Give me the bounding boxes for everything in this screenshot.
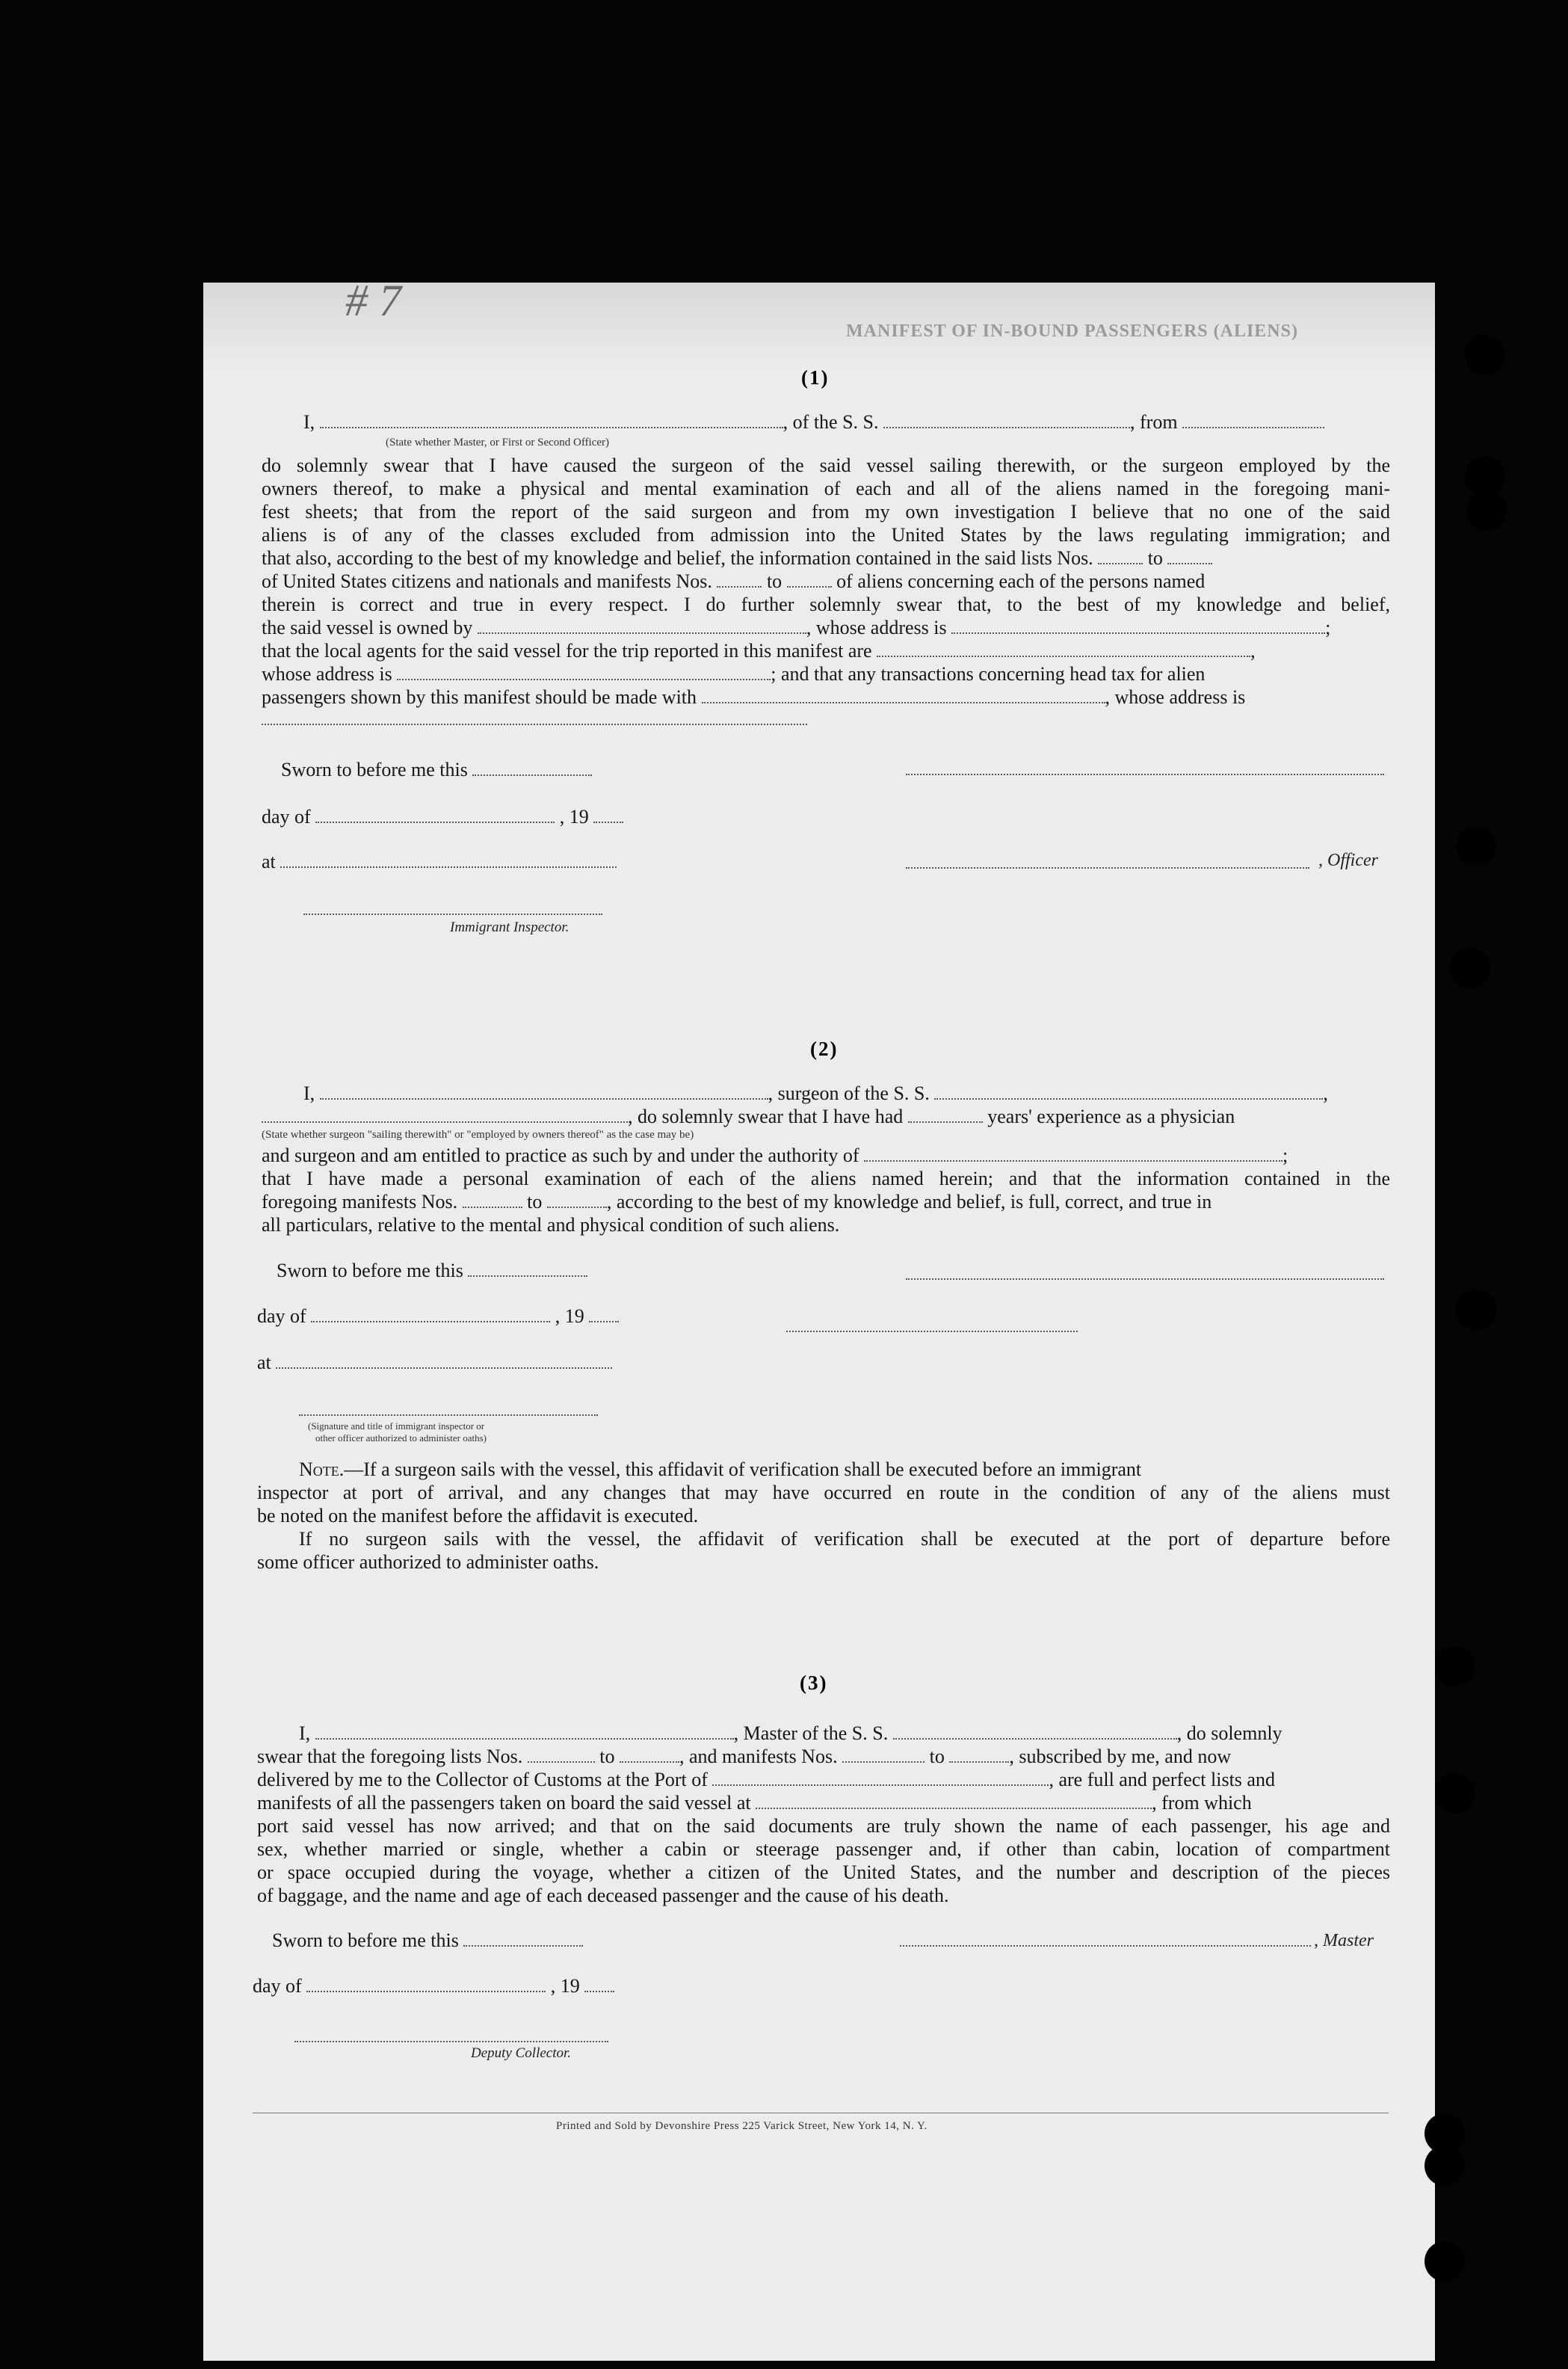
section-1-day-of: day of , 19: [262, 806, 623, 828]
section-1-day-of-field[interactable]: [315, 807, 555, 823]
section-3-line-3: delivered by me to the Collector of Customs at the Port of , are full and perfect lists and: [257, 1769, 1275, 1790]
section-1-opening: [303, 411, 1324, 434]
section-2-manifests-from-field[interactable]: [463, 1192, 522, 1208]
note-2-line-1: If no surgeon sails with the vessel, the affidavit of verification shall be executed at the port of departure before: [299, 1528, 1390, 1550]
deputy-collector-signature-field[interactable]: [294, 2039, 608, 2042]
officer-note: (State whether Master, or First or Second Officer): [386, 437, 610, 449]
section-2-year-field[interactable]: [589, 1306, 619, 1322]
deputy-collector-label: Deputy Collector.: [471, 2045, 572, 2061]
section-1-line-8: the said vessel is owned by , whose address is ;: [262, 617, 1331, 638]
officer-name-field[interactable]: [320, 412, 783, 428]
section-3-line-2: swear that the foregoing lists Nos. to , and manifests Nos. to , subscribed by me, and now: [257, 1746, 1232, 1767]
master-signature-field[interactable]: [900, 1944, 1311, 1947]
years-experience-field[interactable]: [908, 1106, 983, 1123]
section-3-day-of-field[interactable]: [306, 1976, 546, 1992]
section-1-line-2: owners thereof, to make a physical and mental examination of each and all of the aliens named in the foregoing mani-: [262, 478, 1390, 499]
section-1-line-10: whose address is ; and that any transactions concerning head tax for alien: [262, 663, 1206, 685]
surgeon-name-field[interactable]: [320, 1083, 768, 1100]
section-1-at: at: [262, 851, 617, 873]
section-2-number: (2): [810, 1038, 839, 1060]
binder-hole: [1435, 1646, 1475, 1686]
surgeon-signature-field[interactable]: [906, 1277, 1384, 1280]
section-2-manifests-to-field[interactable]: [547, 1192, 607, 1208]
section-1-number: (1): [801, 366, 830, 389]
section-3-line-4: manifests of all the passengers taken on board the said vessel at , from which: [257, 1792, 1252, 1814]
vessel-name-field[interactable]: [883, 412, 1130, 428]
section-2-opening: I, , surgeon of the S. S. ,: [303, 1082, 1328, 1104]
section-3-manifests-from-field[interactable]: [842, 1746, 925, 1763]
note-line-1: Note.—If a surgeon sails with the vessel, this affidavit of verification shall be executed before an immigrant: [299, 1458, 1142, 1480]
master-label: , Master: [1314, 1931, 1374, 1950]
section-3-lists-to-field[interactable]: [620, 1746, 679, 1763]
section-1-sworn: Sworn to before me this: [281, 759, 592, 781]
section-2-day-of: day of , 19: [257, 1305, 619, 1328]
port-of-customs-field[interactable]: [712, 1769, 1049, 1786]
section-1-line-11: passengers shown by this manifest should be made with , whose address is: [262, 686, 1246, 708]
section-3-number: (3): [800, 1672, 828, 1694]
manifests-to-field[interactable]: [787, 571, 832, 588]
head-tax-address-field[interactable]: [262, 722, 807, 725]
section-1-line-4: aliens is of any of the classes excluded from admission into the United States by the laws regulating immigration; and: [262, 524, 1390, 546]
sig-note-1: (Signature and title of immigrant inspector or: [308, 1420, 485, 1432]
section-1-line-1: do solemnly swear that I have caused the surgeon of the said vessel sailing therewith, or the surgeon employed by the: [262, 455, 1390, 476]
section-1-officer-line[interactable]: [906, 866, 1309, 869]
section-3-line-7: or space occupied during the voyage, whether a citizen of the United States, and the number and description of the pieces: [257, 1861, 1390, 1883]
binder-hole: [1435, 1773, 1475, 1814]
note-label: Note.: [299, 1458, 345, 1480]
section-2-sworn: Sworn to before me this: [277, 1260, 587, 1282]
master-name-field[interactable]: [315, 1723, 734, 1740]
from-label: , from: [1130, 411, 1178, 433]
note-2-line-2: some officer authorized to administer oaths.: [257, 1551, 599, 1573]
section-3-lists-from-field[interactable]: [528, 1746, 595, 1763]
section-3-day-of: day of , 19: [253, 1975, 614, 1997]
binder-hole: [1465, 335, 1505, 375]
section-1-sworn-date-field[interactable]: [472, 760, 592, 776]
lists-to-field[interactable]: [1167, 548, 1212, 564]
agent-address-field[interactable]: [397, 664, 771, 680]
section-3-vessel-field[interactable]: [893, 1723, 1177, 1740]
section-2-extra-signature-field[interactable]: [786, 1329, 1078, 1332]
section-2-line-5: foregoing manifests Nos. to , according to the best of my knowledge and belief, is full, correct, and true in: [262, 1191, 1212, 1213]
authority-field[interactable]: [864, 1145, 1283, 1162]
section-1-line-7: therein is correct and true in every respect. I do further solemnly swear that, to the best of my knowledge and belief,: [262, 594, 1390, 615]
section-3-year-field[interactable]: [584, 1976, 614, 1992]
section-1-line-3: fest sheets; that from the report of the said surgeon and from my own investigation I believe that no one of the said: [262, 501, 1390, 523]
section-2-sworn-date-field[interactable]: [468, 1260, 587, 1277]
section-3-sworn-date-field[interactable]: [463, 1930, 583, 1947]
surgeon-capacity-field[interactable]: [262, 1106, 628, 1123]
binder-hole: [1425, 2241, 1465, 2282]
section-2-line-3: and surgeon and am entitled to practice as such by and under the authority of ;: [262, 1145, 1288, 1166]
binder-hole: [1456, 826, 1496, 866]
section-3-line-5: port said vessel has now arrived; and that on the said documents are truly shown the name of each passenger, his age and: [257, 1815, 1390, 1837]
of-ss-label: , of the S. S.: [783, 411, 879, 433]
manifests-from-field[interactable]: [717, 571, 762, 588]
inspector-label: Immigrant Inspector.: [450, 919, 570, 935]
owner-address-field[interactable]: [951, 617, 1325, 634]
section-1-line-5: that also, according to the best of my knowledge and belief, the information contained in the said lists Nos. to: [262, 547, 1212, 570]
owner-field[interactable]: [478, 617, 806, 634]
section-3-line-6: sex, whether married or single, whether a cabin or steerage passenger and, if other than cabin, location of compartment: [257, 1838, 1390, 1860]
section-1-officer-signature-field[interactable]: [906, 772, 1384, 775]
section-2-line-2: , do solemnly swear that I have had years' experience as a physician: [262, 1106, 1235, 1128]
binder-hole: [1450, 948, 1490, 988]
section-2-day-of-field[interactable]: [311, 1306, 550, 1322]
head-tax-party-field[interactable]: [702, 687, 1105, 703]
note-line-2: inspector at port of arrival, and any changes that may have occurred en route in the condition of any of the aliens must: [257, 1482, 1390, 1503]
lists-from-field[interactable]: [1098, 548, 1143, 564]
section-1-year-field[interactable]: [593, 807, 623, 823]
section-1-line-6: of United States citizens and nationals and manifests Nos. to of aliens concerning each of the persons named: [262, 570, 1206, 592]
section-2-line-6: all particulars, relative to the mental and physical condition of such aliens.: [262, 1214, 840, 1236]
section-2-vessel-field[interactable]: [934, 1083, 1323, 1100]
sig-note-2: other officer authorized to administer oaths): [315, 1432, 487, 1444]
binder-hole: [1425, 2145, 1465, 2186]
section-1-at-field[interactable]: [280, 851, 617, 868]
i-label: I,: [303, 411, 315, 433]
note-line-3: be noted on the manifest before the affidavit is executed.: [257, 1505, 699, 1527]
local-agents-field[interactable]: [877, 641, 1250, 657]
section-3-opening: I, , Master of the S. S. , do solemnly: [299, 1722, 1283, 1744]
binder-hole: [1466, 490, 1507, 531]
manifest-page: [203, 276, 1435, 2361]
binder-hole: [1456, 1290, 1496, 1330]
officer-label: , Officer: [1318, 851, 1378, 870]
from-port-field[interactable]: [1182, 412, 1324, 428]
section-1-line-9: that the local agents for the said vessel for the trip reported in this manifest are ,: [262, 640, 1256, 662]
section-3-manifests-to-field[interactable]: [949, 1746, 1009, 1763]
section-3-line-8: of baggage, and the name and age of each deceased passenger and the cause of his death.: [257, 1885, 949, 1906]
inspector-signature-field[interactable]: [303, 912, 602, 915]
surgeon-note: (State whether surgeon "sailing therewith" or "employed by owners thereof" as the case may be): [262, 1129, 694, 1141]
boarding-port-field[interactable]: [756, 1793, 1152, 1809]
bleed-through-title: MANIFEST OF IN-BOUND PASSENGERS (ALIENS): [846, 321, 1298, 341]
section-2-officer-signature-field[interactable]: [299, 1413, 598, 1416]
section-2-at-field[interactable]: [276, 1352, 612, 1369]
printer-imprint: Printed and Sold by Devonshire Press 225 Varick Street, New York 14, N. Y.: [556, 2120, 927, 2132]
section-2-line-4: that I have made a personal examination of each of the aliens named herein; and that the information contained in the: [262, 1168, 1390, 1189]
corner-handwritten-mark: # 7: [345, 276, 401, 325]
section-2-at: at: [257, 1352, 612, 1374]
section-3-sworn: Sworn to before me this: [272, 1929, 583, 1952]
